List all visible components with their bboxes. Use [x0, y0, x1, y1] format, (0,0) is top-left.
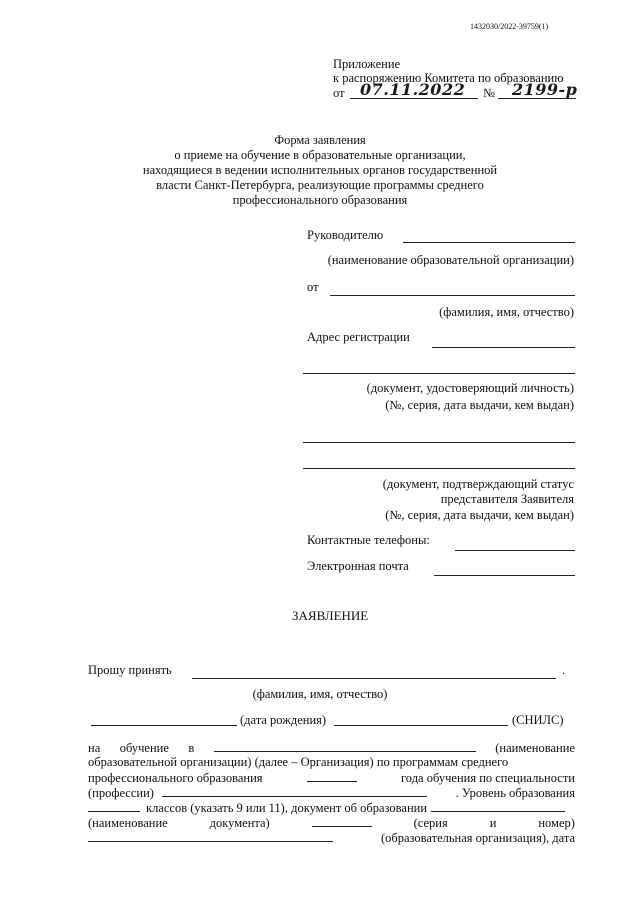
paragraph-line-3	[88, 770, 575, 786]
paragraph-text: профессионального образования	[88, 771, 263, 785]
paragraph-text: (профессии)	[88, 786, 154, 800]
grades-line[interactable]	[88, 800, 140, 812]
snils-line[interactable]	[334, 725, 508, 726]
paragraph-text: номер)	[538, 816, 575, 830]
education-doc-line[interactable]	[431, 800, 565, 812]
appendix-title: Приложение	[333, 57, 401, 71]
form-title-line: находящиеся в ведении исполнительных органов государственной	[142, 163, 498, 177]
paragraph-text: . Уровень образования	[455, 786, 575, 800]
id-doc-details-caption: (№, серия, дата выдачи, кем выдан)	[385, 398, 574, 412]
phones-label: Контактные телефоны:	[307, 533, 430, 547]
org-caption: (наименование образовательной организации)	[327, 253, 574, 267]
email-field-line[interactable]	[434, 575, 575, 576]
study-year-line[interactable]	[307, 770, 357, 782]
appendix-from-label: от	[333, 86, 345, 100]
form-title-line: власти Санкт-Петербурга, реализующие программы среднего	[156, 178, 484, 192]
address-field-line[interactable]	[432, 347, 575, 348]
text-word: обучение	[119, 741, 169, 755]
address-field-line-2[interactable]	[303, 373, 575, 374]
paragraph-text: классов (указать 9 или 11), документ об образовании	[146, 801, 428, 815]
appendix-order-line: к распоряжению Комитета по образованию	[333, 71, 564, 85]
from-label: от	[307, 280, 319, 294]
head-label: Руководителю	[307, 228, 384, 242]
paragraph-line-4	[88, 785, 575, 801]
fio-caption: (фамилия, имя, отчество)	[439, 305, 574, 319]
form-title-line: о приеме на обучение в образовательные организации,	[174, 148, 466, 162]
specialty-line[interactable]	[162, 785, 427, 797]
text-word: (наименование	[495, 741, 575, 755]
rep-doc-details-caption: (№, серия, дата выдачи, кем выдан)	[385, 508, 574, 522]
birth-date-line[interactable]	[91, 725, 237, 726]
phones-field-line[interactable]	[455, 550, 575, 551]
organization-name-line[interactable]	[214, 740, 476, 752]
rep-doc-field-line[interactable]	[303, 468, 575, 469]
form-title-line: Форма заявления	[274, 133, 366, 147]
paragraph-line-7	[88, 830, 575, 846]
ask-period: .	[562, 663, 566, 677]
paragraph-text: документа)	[209, 816, 270, 830]
paragraph-text: образовательной организации) (далее – Организация) по программам среднего	[88, 755, 509, 769]
statement-title: ЗАЯВЛЕНИЕ	[292, 608, 369, 623]
id-doc-field-line[interactable]	[303, 442, 575, 443]
paragraph-line-6	[88, 815, 575, 831]
paragraph-text: (наименование	[88, 816, 168, 830]
paragraph-text: и	[489, 816, 497, 830]
document-number: 1432030/2022-39759(1)	[470, 22, 549, 31]
paragraph-line-5	[88, 800, 575, 816]
appendix-number-label: №	[483, 86, 495, 100]
birth-date-caption: (дата рождения)	[240, 713, 327, 727]
form-title-line: профессионального образования	[232, 193, 408, 207]
appendix-date-handwritten: 07.11.2022	[360, 80, 466, 99]
paragraph-text: года обучения по специальности	[400, 771, 575, 785]
fio-field-line[interactable]	[330, 295, 575, 296]
appendix-number-handwritten: 2199-р	[512, 80, 578, 99]
rep-doc-caption: представителя Заявителя	[440, 492, 574, 506]
head-field-line[interactable]	[403, 242, 575, 243]
applicant-fio-caption: (фамилия, имя, отчество)	[252, 687, 388, 701]
rep-doc-caption: (документ, подтверждающий статус	[382, 477, 574, 491]
id-doc-caption: (документ, удостоверяющий личность)	[366, 381, 574, 395]
paragraph-line-2	[88, 755, 575, 770]
issuing-org-line[interactable]	[88, 830, 333, 842]
address-label: Адрес регистрации	[307, 330, 410, 344]
paragraph-text: (образовательная организация), дата	[380, 831, 575, 845]
text-word: на	[88, 741, 101, 755]
paragraph-line-1	[88, 740, 575, 756]
applicant-fio-line[interactable]	[192, 678, 556, 679]
ask-label: Прошу принять	[88, 663, 172, 677]
series-number-line[interactable]	[312, 815, 372, 827]
snils-caption: (СНИЛС)	[512, 713, 564, 727]
email-label: Электронная почта	[307, 559, 409, 573]
paragraph-text: (серия	[413, 816, 448, 830]
text-word: в	[188, 741, 195, 755]
